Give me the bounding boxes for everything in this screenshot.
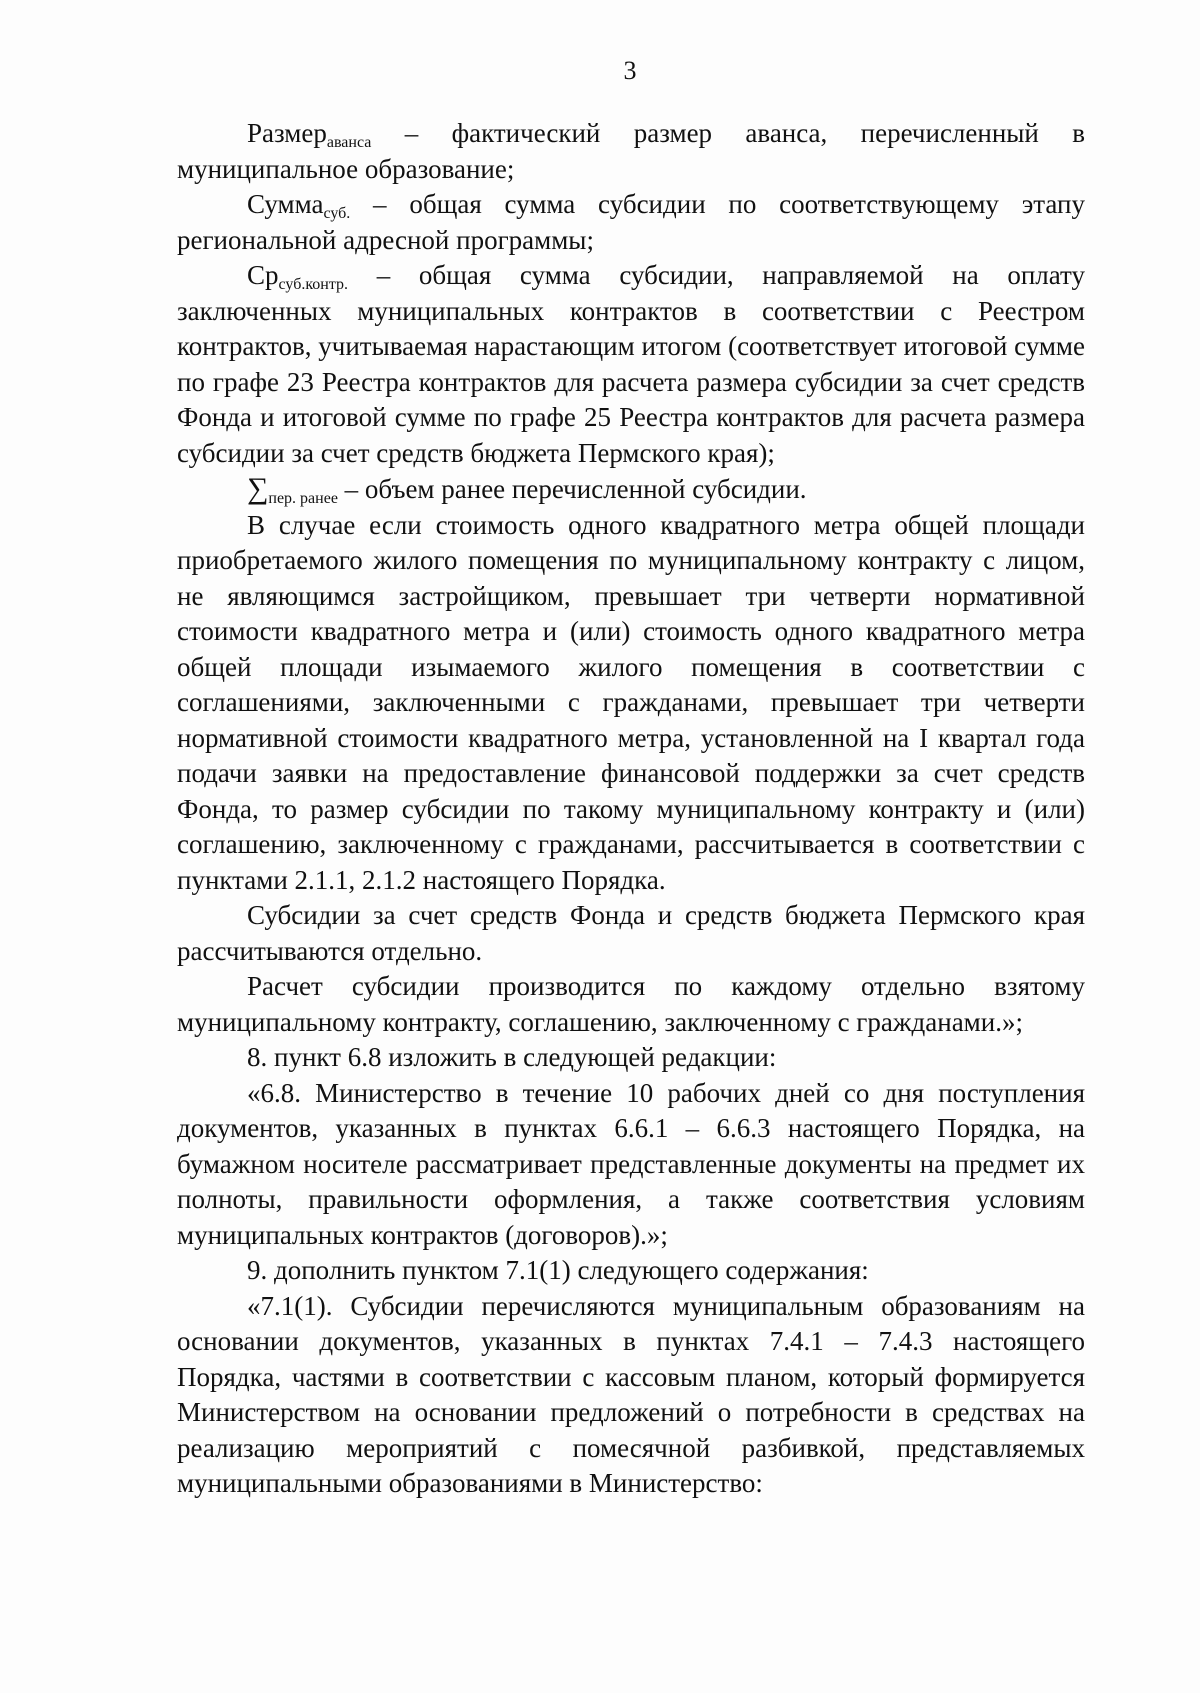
formula-symbol: Сумма — [247, 189, 324, 219]
definition-text: – общая сумма субсидии по соответствующему этапу региональной адресной программы; — [177, 189, 1085, 255]
definition-advance — [177, 116, 1085, 187]
definition-text: – общая сумма субсидии, направляемой на оплату заключенных муниципальных контрактов в соответствии с Реестром контрактов, учитываемая нарастающим итогом (соответствует итоговой сумме по графе 23 Реестра контрактов для расчета размера субсидии за счет средств Фонда и итоговой сумме по графе 25 Реестра контрактов для расчета размера субсидии за счет средств бюджета Пермского края); — [177, 260, 1085, 468]
definition-previous — [177, 471, 1085, 508]
formula-symbol: Размер — [247, 118, 327, 148]
paragraph-clause-7-1-1: «7.1(1). Субсидии перечисляются муниципальным образованиям на основании документов, указанных в пунктах 7.4.1 – 7.4.3 настоящего Порядка, частями в соответствии с кассовым планом, который формируется Министерством на основании предложений о потребности в средствах на реализацию мероприятий с помесячной разбивкой, представляемых муниципальными образованиями в Министерство: — [177, 1290, 1085, 1498]
document-body — [177, 116, 1085, 1502]
formula-subscript: суб. — [323, 205, 351, 222]
paragraph-price-condition: В случае если стоимость одного квадратного метра общей площади приобретаемого жилого помещения по муниципальному контракту с лицом, не являющимся застройщиком, превышает три четверти нормативной стоимости квадратного метра и (или) стоимость одного квадратного метра общей площади изымаемого жилого помещения в соответствии с соглашениями, заключенными с гражданами, превышает три четверти нормативной стоимости квадратного метра, установленной на I квартал года подачи заявки на предоставление финансовой поддержки за счет средств Фонда, то размер субсидии по такому муниципальному контракту и (или) соглашению, заключенному с гражданами, рассчитывается в соответствии с пунктами 2.1.1, 2.1.2 настоящего Порядка. — [177, 509, 1085, 895]
formula-subscript: аванса — [326, 134, 372, 151]
paragraph-per-contract: Расчет субсидии производится по каждому отдельно взятому муниципальному контракту, соглашению, заключенному с гражданами.»; — [177, 971, 1085, 1037]
paragraph-item-8: 8. пункт 6.8 изложить в следующей редакции: — [247, 1042, 777, 1072]
paragraph-separate-calculation: Субсидии за счет средств Фонда и средств бюджета Пермского края рассчитываются отдельно. — [177, 900, 1085, 966]
page-number: 3 — [623, 56, 637, 85]
definition-text: – фактический размер аванса, перечисленный в муниципальное образование; — [177, 118, 1085, 184]
sum-sign: ∑ — [247, 472, 269, 505]
paragraph-item-9: 9. дополнить пунктом 7.1(1) следующего содержания: — [247, 1255, 869, 1285]
formula-subscript: пер. ранее — [268, 490, 338, 507]
definition-contract-funds — [177, 258, 1085, 471]
formula-subscript: суб.контр. — [278, 276, 349, 293]
paragraph-clause-6-8: «6.8. Министерство в течение 10 рабочих дней со дня поступления документов, указанных в пунктах 6.6.1 – 6.6.3 настоящего Порядка, на бумажном носителе рассматривает представленные документы на предмет их полноты, правильности оформления, а также соответствия условиям муниципальных контрактов (договоров).»; — [177, 1077, 1085, 1250]
formula-symbol: Ср — [247, 260, 279, 290]
definition-subsidy-sum — [177, 187, 1085, 258]
definition-text: – объем ранее перечисленной субсидии. — [337, 474, 807, 504]
